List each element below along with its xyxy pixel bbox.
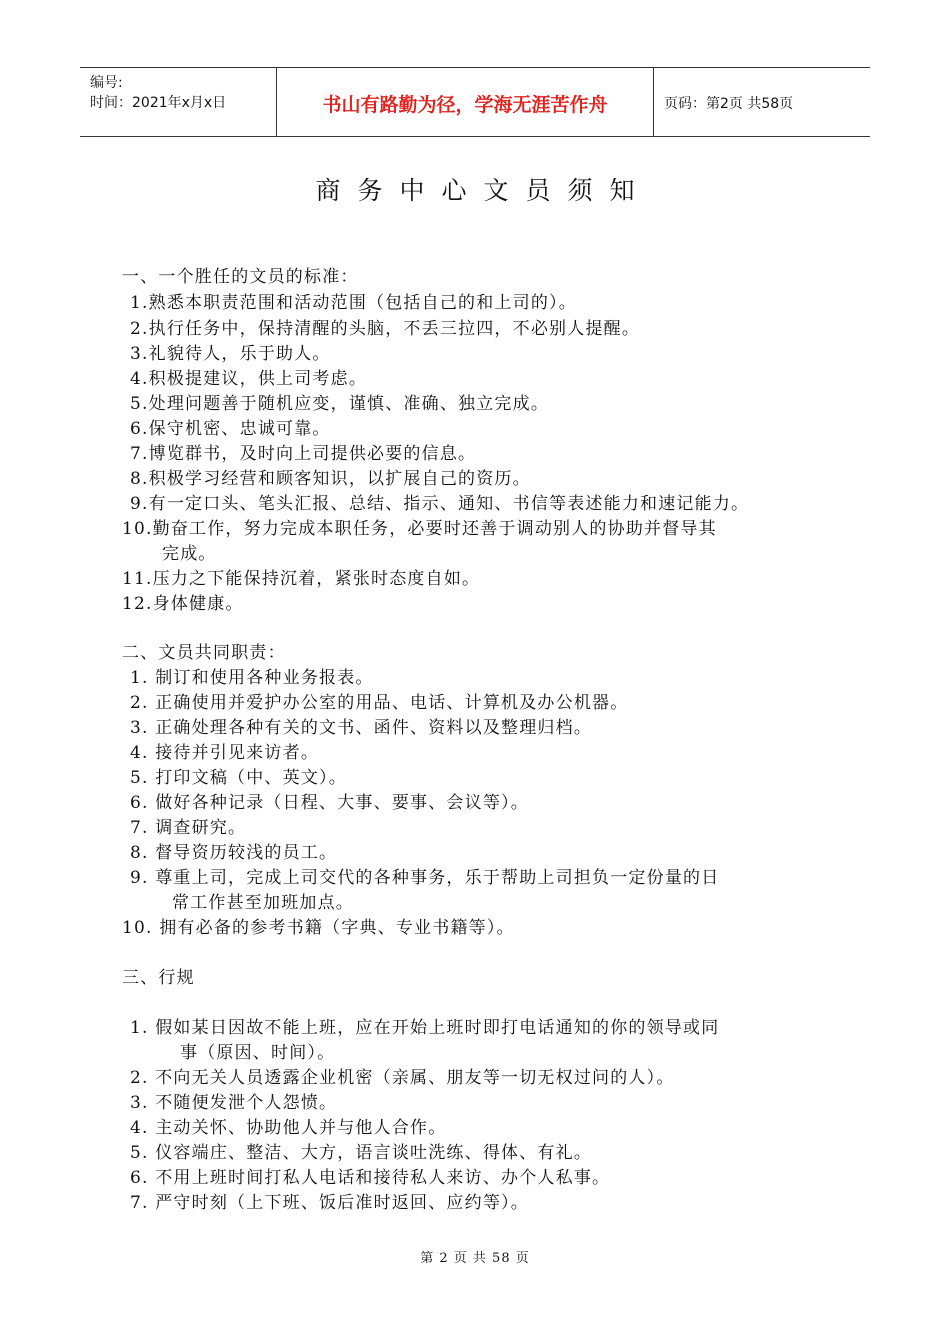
list-item: 2.执行任务中，保持清醒的头脑，不丢三拉四，不必别人提醒。	[130, 319, 641, 339]
list-item: 1. 假如某日因故不能上班，应在开始上班时即打电话通知的你的领导或同	[130, 1018, 720, 1038]
list-item-continuation: 完成。	[162, 544, 217, 564]
list-item-continuation: 常工作甚至加班加点。	[172, 893, 354, 913]
list-item: 4.积极提建议，供上司考虑。	[130, 369, 368, 389]
list-item: 3. 不随便发泄个人怨愤。	[130, 1093, 338, 1113]
list-item: 4. 主动关怀、协助他人并与他人合作。	[130, 1118, 447, 1138]
header-motto-cell	[277, 68, 654, 136]
list-item: 10. 拥有必备的参考书籍（字典、专业书籍等）。	[122, 918, 515, 938]
list-item: 4. 接待并引见来访者。	[130, 743, 320, 763]
list-item: 5.处理问题善于随机应变，谨慎、准确、独立完成。	[130, 394, 550, 414]
list-item: 3.礼貌待人，乐于助人。	[130, 344, 331, 364]
header-page-cell	[654, 68, 870, 136]
motto-text: 书山有路勤为径，学海无涯苦作舟	[322, 94, 608, 116]
list-item: 6. 做好各种记录（日程、大事、要事、会议等）。	[130, 793, 529, 813]
section-heading: 一、一个胜任的文员的标准：	[122, 267, 359, 287]
document-title: 商务中心文员须知	[315, 176, 652, 205]
list-item: 7.博览群书，及时向上司提供必要的信息。	[130, 444, 477, 464]
header-meta-cell	[80, 68, 277, 136]
list-item: 3. 正确处理各种有关的文书、函件、资料以及整理归档。	[130, 718, 593, 738]
list-item: 7. 调查研究。	[130, 818, 247, 838]
list-item: 7. 严守时刻（上下班、饭后准时返回、应约等）。	[130, 1193, 529, 1213]
list-item: 2. 不向无关人员透露企业机密（亲属、朋友等一切无权过问的人）。	[130, 1068, 675, 1088]
list-item: 1.熟悉本职责范围和活动范围（包括自己的和上司的）。	[130, 293, 577, 313]
list-item: 5. 仪容端庄、整洁、大方，语言谈吐洗练、得体、有礼。	[130, 1143, 593, 1163]
page-footer: 第 2 页 共 58 页	[420, 1251, 530, 1266]
list-item: 8. 督导资历较浅的员工。	[130, 843, 338, 863]
list-item: 9. 尊重上司，完成上司交代的各种事务，乐于帮助上司担负一定份量的日	[130, 868, 720, 888]
list-item: 2. 正确使用并爱护办公室的用品、电话、计算机及办公机器。	[130, 693, 629, 713]
page-header	[80, 67, 870, 137]
list-item: 5. 打印文稿（中、英文）。	[130, 768, 347, 788]
list-item: 1. 制订和使用各种业务报表。	[130, 668, 374, 688]
page-info: 页码：第2页 共58页	[664, 96, 794, 112]
list-item: 8.积极学习经营和顾客知识，以扩展自己的资历。	[130, 469, 531, 489]
list-item: 10.勤奋工作，努力完成本职任务，必要时还善于调动别人的协助并督导其	[122, 519, 717, 539]
section-heading: 三、行规	[122, 968, 195, 988]
list-item-continuation: 事（原因、时间）。	[180, 1043, 336, 1063]
list-item: 12.身体健康。	[122, 594, 244, 614]
section-heading: 二、文员共同职责：	[122, 643, 286, 663]
list-item: 11.压力之下能保持沉着，紧张时态度自如。	[122, 569, 481, 589]
list-item: 6.保守机密、忠诚可靠。	[130, 419, 331, 439]
time-label: 时间：2021年x月x日	[90, 95, 227, 111]
number-label: 编号:	[90, 75, 123, 91]
list-item: 9.有一定口头、笔头汇报、总结、指示、通知、书信等表述能力和速记能力。	[130, 494, 750, 514]
list-item: 6. 不用上班时间打私人电话和接待私人来访、办个人私事。	[130, 1168, 611, 1188]
